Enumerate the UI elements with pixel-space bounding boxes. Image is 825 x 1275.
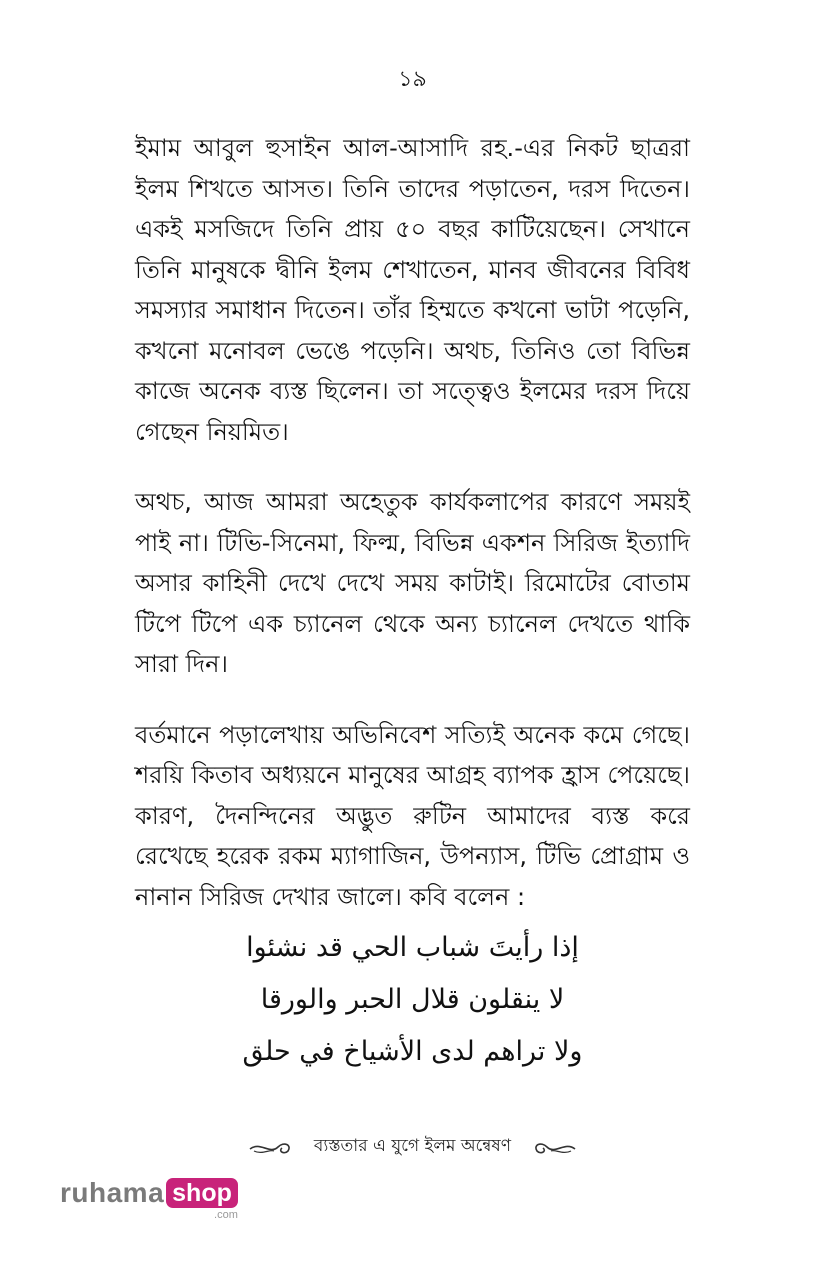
- paragraph-3: বর্তমানে পড়ালেখায় অভিনিবেশ সত্যিই অনেক কমে গেছে। শরয়ি কিতাব অধ্যয়নে মানুষের আগ্রহ ব্যাপক হ্রাস পেয়েছে। কারণ, দৈনন্দিনের অদ্ভুত রুটিন আমাদের ব্যস্ত করে রেখেছে হরেক রকম ম্যাগাজিন, উপন্যাস, টিভি প্রোগ্রাম ও নানান সিরিজ দেখার জালে। কবি বলেন :: [135, 720, 690, 911]
- poem-line-2: لا ينقلون قلال الحبر والورقا: [260, 984, 565, 1015]
- logo-shop-group: [166, 1178, 238, 1221]
- logo-brand-text: ruhama: [60, 1177, 165, 1208]
- left-ornament-icon: [248, 1135, 296, 1159]
- arabic-poem: [0, 922, 825, 1078]
- logo-shop-badge: shop: [166, 1178, 238, 1208]
- page-number: ১৯: [398, 67, 427, 92]
- right-ornament-icon: [529, 1135, 577, 1159]
- paragraph-2: অথচ, আজ আমরা অহেতুক কার্যকলাপের কারণে সময়ই পাই না। টিভি-সিনেমা, ফিল্ম, বিভিন্ন একশন সিরিজ ইত্যাদি অসার কাহিনী দেখে দেখে সময় কাটাই। রিমোটের বোতাম টিপে টিপে এক চ্যানেল থেকে অন্য চ্যানেল দেখতে থাকি সারা দিন।: [135, 488, 690, 678]
- running-footer: [0, 1133, 825, 1161]
- ruhamashop-watermark-logo: [60, 1178, 238, 1221]
- poem-line-1: إذا رأيتَ شباب الحي قد نشئوا: [246, 932, 579, 963]
- body-text: [135, 128, 690, 917]
- paragraph-1: ইমাম আবুল হুসাইন আল-আসাদি রহ.-এর নিকট ছাত্ররা ইলম শিখতে আসত। তিনি তাদের পড়াতেন, দরস দিতেন। একই মসজিদে তিনি প্রায় ৫০ বছর কাটিয়েছেন। সেখানে তিনি মানুষকে দ্বীনি ইলম শেখাতেন, মানব জীবনের বিবিধ সমস্যার সমাধান দিতেন। তাঁর হিম্মতে কখনো ভাটা পড়েনি, কখনো মনোবল ভেঙে পড়েনি। অথচ, তিনিও তো বিভিন্ন কাজে অনেক ব্যস্ত ছিলেন। তা সত্ত্বেও ইলমের দরস দিয়ে গেছেন নিয়মিত।: [135, 134, 690, 446]
- running-title: ব্যস্ততার এ যুগে ইলম অন্বেষণ: [313, 1136, 512, 1156]
- logo-domain: .com: [214, 1209, 238, 1221]
- poem-line-3: ولا تراهم لدى الأشياخ في حلق: [242, 1036, 583, 1067]
